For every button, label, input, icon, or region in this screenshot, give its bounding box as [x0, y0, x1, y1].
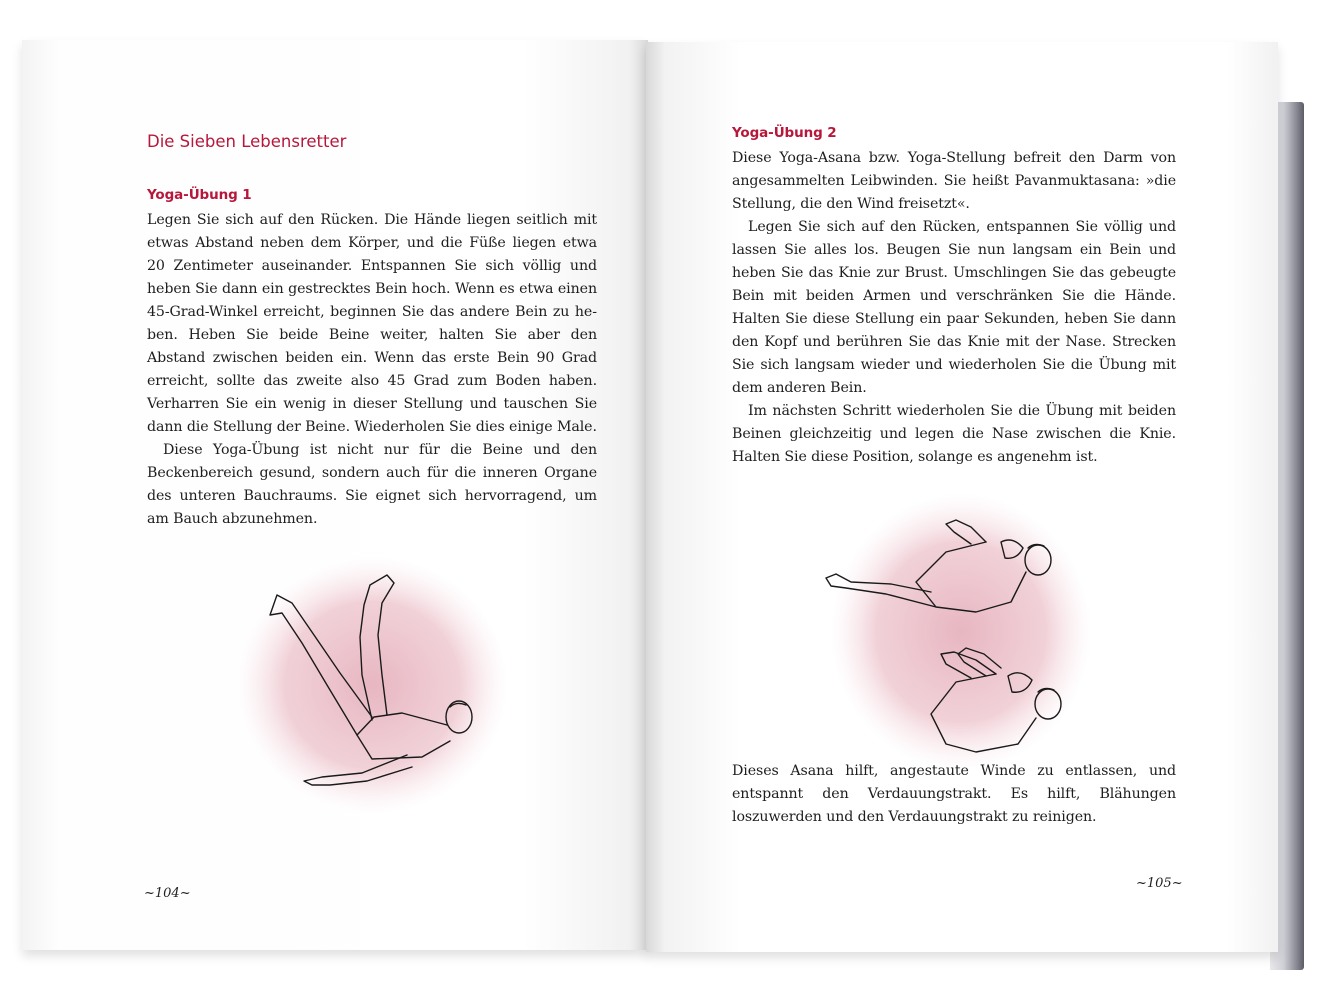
- right-page: [646, 42, 1278, 952]
- paragraph: Legen Sie sich auf den Rücken, entspannen Sie völlig und lassen Sie alles los. Beugen Sie nun langsam ein Bein und heben Sie das Knie zur Brust. Umschlingen Sie das gebeugte Bein mit beiden Armen und verschränken Sie die Hände. Halten Sie diese Stellung ein paar Sekunden, heben Sie dann den Kopf und berühren Sie das Knie mit der Nase. Strecken Sie sich langsam wieder und wiederholen Sie die Übung mit dem anderen Bein.: [732, 219, 1176, 396]
- paragraph: Im nächsten Schritt wiederholen Sie die Übung mit beiden Beinen gleichzeitig und legen die Nase zwischen die Knie. Halten Sie diese Position, solange es angenehm ist.: [732, 403, 1176, 465]
- watercolor-blob: [831, 494, 1091, 770]
- open-book: [22, 30, 1284, 948]
- left-page: [22, 40, 648, 950]
- yoga-pose-2-illustration: [796, 482, 1096, 772]
- paragraph: Diese Yoga-Asana bzw. Yoga-Stellung befreit den Darm von angesammelten Leibwinden. Sie heißt Pavanmuktasana: »die Stellung, die den Wind freisetzt«.: [732, 150, 1176, 212]
- closing-paragraph: [732, 760, 1176, 829]
- paragraph: Dieses Asana hilft, angestaute Winde zu entlassen, und entspannt den Verdauungstrakt. Es hilft, Blähungen loszuwerden und den Verdauungstrakt zu reinigen.: [732, 763, 1176, 825]
- page-number: ~105~: [1136, 876, 1183, 891]
- yoga-pose-1-illustration: [222, 545, 512, 815]
- paragraph: Legen Sie sich auf den Rücken. Die Hände liegen seitlich mit etwas Abstand neben dem Körper, und die Füße liegen etwa 20 Zentimeter auseinander. Entspannen Sie sich völlig und heben Sie dann ein gestrecktes Bein hoch. Wenn es etwa einen 45-Grad-Winkel erreicht, beginnen Sie das andere Bein zu heben. Heben Sie beide Beine weiter, halten Sie aber den Abstand zwischen beiden ein. Wenn das erste Bein 90 Grad erreicht, sollte das zweite also 45 Grad zum Boden haben. Verharren Sie ein wenig in dieser Stellung und tauschen Sie dann die Stellung der Beine. Wiederholen Sie dies einige Male.: [147, 212, 597, 435]
- running-head: Die Sieben Lebensretter: [147, 132, 347, 151]
- page-number: ~104~: [144, 886, 191, 901]
- section-title-yoga-2: Yoga-Übung 2: [732, 125, 837, 141]
- paragraph: Diese Yoga-Übung ist nicht nur für die Beine und den Beckenbereich gesund, sondern auch für die inneren Organe des unteren Bauchraums. Sie eignet sich hervorragend, um am Bauch abzunehmen.: [147, 442, 597, 527]
- left-page-text: [147, 184, 597, 531]
- right-page-text: [732, 122, 1176, 469]
- section-title-yoga-1: Yoga-Übung 1: [147, 187, 252, 203]
